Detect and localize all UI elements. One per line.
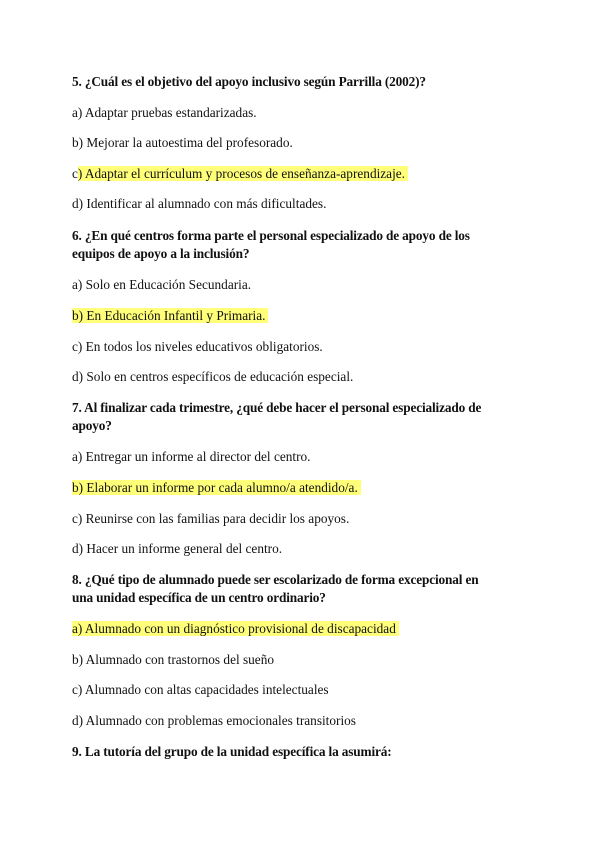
question-8-heading-line-2: una unidad específica de un centro ordinario? <box>72 590 326 605</box>
question-7-heading-line-1: 7. Al finalizar cada trimestre, ¿qué debe hacer el personal especializado de <box>72 400 482 415</box>
question-7-option-a: a) Entregar un informe al director del centro. <box>72 449 311 464</box>
question-6-option-b <box>72 307 268 325</box>
answer-highlight: ) Adaptar el currículum y procesos de enseñanza-aprendizaje. <box>78 166 408 181</box>
question-5-heading: 5. ¿Cuál es el objetivo del apoyo inclusivo según Parrilla (2002)? <box>72 74 426 89</box>
question-6-heading-line-1: 6. ¿En qué centros forma parte el personal especializado de apoyo de los <box>72 228 470 243</box>
answer-highlight: b) Elaborar un informe por cada alumno/a atendido/a. <box>72 480 361 495</box>
question-7-option-d: d) Hacer un informe general del centro. <box>72 541 283 556</box>
question-5-option-d: d) Identificar al alumnado con más dificultades. <box>72 196 327 211</box>
question-7-heading-line-2: apoyo? <box>72 418 112 433</box>
question-7-option-b <box>72 479 361 497</box>
question-6-option-d: d) Solo en centros específicos de educación especial. <box>72 369 354 384</box>
answer-highlight: a) Alumnado con un diagnóstico provisional de discapacidad <box>72 621 399 636</box>
answer-highlight: b) En Educación Infantil y Primaria. <box>72 308 268 323</box>
question-8-option-d: d) Alumnado con problemas emocionales transitorios <box>72 713 356 728</box>
question-8-option-a <box>72 620 399 638</box>
question-5-option-b: b) Mejorar la autoestima del profesorado. <box>72 135 293 150</box>
question-6-heading-line-2: equipos de apoyo a la inclusión? <box>72 246 250 261</box>
question-6-option-a: a) Solo en Educación Secundaria. <box>72 277 252 292</box>
question-6-option-c: c) En todos los niveles educativos obligatorios. <box>72 339 323 354</box>
question-8-option-c: c) Alumnado con altas capacidades intelectuales <box>72 682 329 697</box>
option-prefix: c <box>72 166 78 181</box>
question-8-heading-line-1: 8. ¿Qué tipo de alumnado puede ser escolarizado de forma excepcional en <box>72 572 479 587</box>
question-5-option-a: a) Adaptar pruebas estandarizadas. <box>72 105 257 120</box>
question-5-option-c <box>72 165 408 183</box>
question-7-option-c: c) Reunirse con las familias para decidir los apoyos. <box>72 511 350 526</box>
question-8-option-b: b) Alumnado con trastornos del sueño <box>72 652 275 667</box>
question-9-heading: 9. La tutoría del grupo de la unidad específica la asumirá: <box>72 744 392 759</box>
